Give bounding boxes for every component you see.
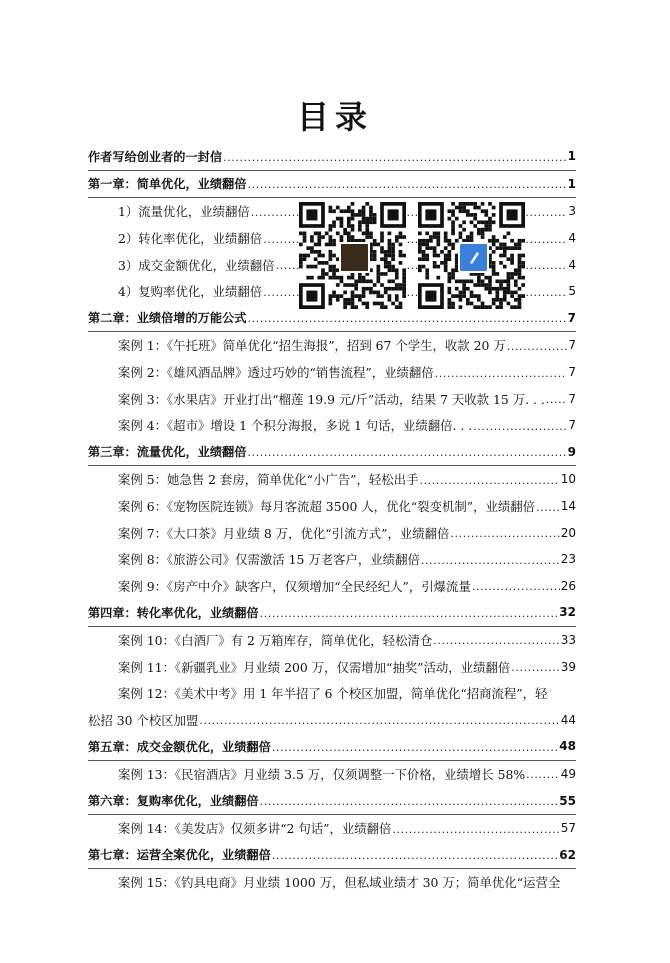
toc-leader-dots bbox=[526, 767, 560, 780]
toc-leader-dots bbox=[199, 713, 559, 726]
toc-page-number: 44 bbox=[560, 712, 576, 727]
toc-page-number: 1 bbox=[567, 176, 576, 191]
toc-page-number: 9 bbox=[567, 444, 576, 459]
toc-entry-title: 案例 8：《旅游公司》仅需激活 15 万老客户，业绩翻倍 bbox=[118, 552, 420, 568]
toc-entry-title: 案例 11：《新疆乳业》月业绩 200 万，仅需增加“抽奖”活动，业绩翻倍 bbox=[118, 659, 511, 675]
toc-entry[interactable] bbox=[88, 385, 576, 412]
toc-entry-title: 第六章：复购率优化，业绩翻倍 bbox=[88, 794, 259, 809]
toc-leader-dots bbox=[247, 177, 566, 190]
toc-entry[interactable] bbox=[88, 466, 576, 493]
toc-entry-title: 第一章：简单优化，业绩翻倍 bbox=[88, 177, 247, 192]
toc-page-number: 7 bbox=[568, 338, 576, 353]
toc-entry-title: 案例 1：《午托班》简单优化“招生海报”，招到 67 个学生，收款 20 万 bbox=[118, 338, 506, 354]
toc-page-number: 23 bbox=[560, 552, 576, 567]
toc-chapter[interactable] bbox=[88, 143, 576, 171]
toc-entry-title: 案例 13：《民宿酒店》月业绩 3.5 万，仅须调整一下价格，业绩增长 58% bbox=[118, 766, 526, 782]
toc-entry[interactable] bbox=[88, 869, 576, 896]
toc-entry-title: 案例 10：《白酒厂》有 2 万箱库存，简单优化，轻松清仓 bbox=[118, 632, 433, 648]
toc-entry[interactable] bbox=[88, 706, 576, 733]
toc-leader-dots bbox=[419, 473, 559, 486]
toc-entry[interactable] bbox=[88, 546, 576, 573]
toc-page-number: 32 bbox=[559, 605, 576, 620]
toc-page-number: 14 bbox=[560, 499, 576, 514]
toc-entry-title: 案例 7：《大口茶》月业绩 8 万，优化“引流方式”，业绩翻倍 bbox=[118, 525, 450, 541]
toc-page-number: 33 bbox=[560, 632, 576, 647]
toc-page-number: 48 bbox=[559, 739, 576, 754]
toc-entry[interactable] bbox=[88, 815, 576, 842]
toc-leader-dots bbox=[450, 526, 559, 539]
toc-page-number: 57 bbox=[560, 821, 576, 836]
toc-chapter[interactable] bbox=[88, 787, 576, 815]
toc-entry[interactable] bbox=[88, 519, 576, 546]
toc-leader-dots bbox=[511, 660, 559, 673]
toc-entry-title: 第三章：流量优化，业绩翻倍 bbox=[88, 445, 247, 460]
toc-entry-title: 案例 6：《宠物医院连锁》每月客流超 3500 人，优化“裂变机制”，业绩翻倍 bbox=[118, 499, 536, 515]
toc-entry-title: 案例 9：《房产中介》缺客户，仅须增加“全民经纪人”，引爆流量 bbox=[118, 578, 471, 594]
toc-page-number: 5 bbox=[568, 284, 576, 299]
toc-entry-title: 第七章：运营全案优化，业绩翻倍 bbox=[88, 848, 271, 863]
qr-code-right bbox=[418, 202, 525, 309]
toc-entry-title: 案例 4：《超市》增设 1 个积分海报，多说 1 句话，业绩翻倍. . . bbox=[118, 418, 473, 434]
toc-chapter[interactable] bbox=[88, 171, 576, 199]
toc-entry[interactable] bbox=[88, 493, 576, 520]
toc-chapter[interactable] bbox=[88, 599, 576, 627]
toc-entry-title: 案例 5：她急售 2 套房，简单优化“小广告”，轻松出手 bbox=[118, 472, 419, 488]
toc-entry-title: 第五章：成交金额优化，业绩翻倍 bbox=[88, 739, 271, 754]
toc-entry-title: 案例 15：《钓具电商》月业绩 1000 万，但私域业绩才 30 万；简单优化“运营全 bbox=[118, 875, 561, 891]
toc-entry-title: 松招 30 个校区加盟 bbox=[88, 712, 199, 728]
page-title: 目录 bbox=[296, 98, 373, 136]
toc-chapter[interactable] bbox=[88, 841, 576, 869]
toc-entry[interactable] bbox=[88, 332, 576, 359]
toc-entry[interactable] bbox=[88, 680, 576, 707]
toc-page-number: 7 bbox=[568, 365, 576, 380]
toc-entry-title: 第四章：转化率优化，业绩翻倍 bbox=[88, 605, 259, 620]
toc-entry-title: 第二章：业绩倍增的万能公式 bbox=[88, 311, 247, 326]
toc-leader-dots bbox=[536, 500, 560, 513]
toc-entry-title: 案例 3：《水果店》开业打出“榴莲 19.9 元/斤”活动，结果 7 天收款 15 万. . . bbox=[118, 391, 545, 407]
toc-leader-dots bbox=[472, 579, 560, 592]
toc-entry-title: 作者写给创业者的一封信 bbox=[88, 149, 223, 164]
toc-leader-dots bbox=[435, 366, 567, 379]
toc-leader-dots bbox=[260, 794, 559, 807]
toc-entry[interactable] bbox=[88, 627, 576, 654]
toc-entry-title: 案例 14：《美发店》仅须多讲“2 句话”，业绩翻倍 bbox=[118, 821, 392, 837]
qr-logo-right-icon bbox=[458, 242, 489, 273]
toc-chapter[interactable] bbox=[88, 439, 576, 467]
toc-entry[interactable] bbox=[88, 359, 576, 386]
toc-page-number: 10 bbox=[560, 472, 576, 487]
toc-page-number: 62 bbox=[559, 847, 576, 862]
qr-code-left bbox=[299, 202, 406, 309]
toc-page-number: 20 bbox=[560, 525, 576, 540]
toc-leader-dots bbox=[272, 740, 558, 753]
toc-leader-dots bbox=[392, 822, 559, 835]
toc-entry[interactable] bbox=[88, 761, 576, 788]
toc-leader-dots bbox=[260, 606, 559, 619]
toc-chapter[interactable] bbox=[88, 733, 576, 761]
toc-leader-dots bbox=[507, 339, 567, 352]
toc-entry-title: 2）转化率优化，业绩翻倍 bbox=[118, 231, 263, 247]
toc-leader-dots bbox=[433, 633, 559, 646]
toc-page-number: 55 bbox=[559, 793, 576, 808]
toc-page-number: 7 bbox=[568, 418, 576, 433]
toc-entry-title: 案例 12：《美术中考》用 1 年半招了 6 个校区加盟，简单优化“招商流程”，轻 bbox=[118, 686, 548, 702]
toc-leader-dots bbox=[272, 848, 558, 861]
toc-page-number: 4 bbox=[568, 231, 576, 246]
toc-page-number: 3 bbox=[568, 204, 576, 219]
toc-leader-dots bbox=[546, 392, 567, 405]
toc-entry-title: 4）复购率优化，业绩翻倍 bbox=[118, 284, 263, 300]
toc-page-number: 7 bbox=[568, 391, 576, 406]
toc-entry[interactable] bbox=[88, 653, 576, 680]
toc-page-number: 49 bbox=[560, 766, 576, 781]
toc-leader-dots bbox=[421, 553, 560, 566]
toc-leader-dots bbox=[247, 445, 566, 458]
toc-leader-dots bbox=[223, 150, 567, 163]
toc-page-number: 4 bbox=[568, 257, 576, 272]
toc-leader-dots bbox=[473, 419, 567, 432]
toc-entry[interactable] bbox=[88, 573, 576, 600]
toc-page-number: 26 bbox=[560, 578, 576, 593]
toc-entry-title: 3）成交金额优化，业绩翻倍 bbox=[118, 257, 275, 273]
toc-page-number: 39 bbox=[560, 659, 576, 674]
toc-entry[interactable] bbox=[88, 412, 576, 439]
qr-logo-left-icon bbox=[339, 242, 370, 273]
toc-entry-title: 1）流量优化，业绩翻倍 bbox=[118, 204, 250, 220]
toc-page-number: 1 bbox=[567, 149, 576, 164]
toc-entry-title: 案例 2：《雄风酒品牌》透过巧妙的“销售流程”，业绩翻倍 bbox=[118, 365, 434, 381]
toc-leader-dots bbox=[247, 311, 566, 324]
toc-page-number: 7 bbox=[567, 310, 576, 325]
